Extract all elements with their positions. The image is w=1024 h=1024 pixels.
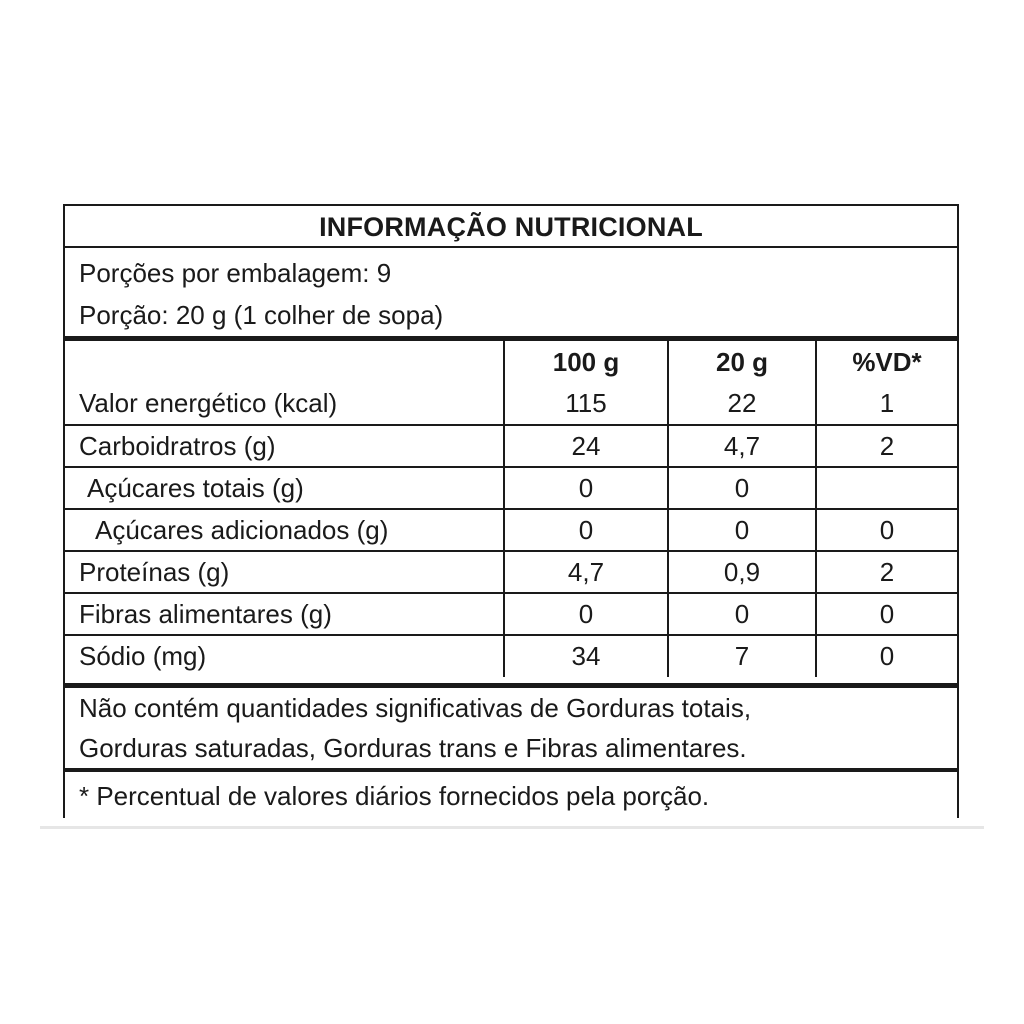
header-daily-value: %VD* xyxy=(816,341,957,383)
table-row xyxy=(65,383,957,425)
header-per-100g: 100 g xyxy=(504,341,668,383)
value-per-portion: 7 xyxy=(668,635,816,677)
thick-divider xyxy=(65,768,957,772)
table-header-row xyxy=(65,341,957,383)
value-per-portion: 0 xyxy=(668,467,816,509)
value-daily-percent: 0 xyxy=(816,635,957,677)
value-per-portion: 0 xyxy=(668,593,816,635)
table-row xyxy=(65,509,957,551)
header-blank xyxy=(65,341,504,383)
value-per-portion: 0 xyxy=(668,509,816,551)
nutrition-facts-label xyxy=(63,204,959,818)
header-per-portion: 20 g xyxy=(668,341,816,383)
value-per-100g: 115 xyxy=(504,383,668,425)
value-daily-percent: 0 xyxy=(816,509,957,551)
value-per-100g: 0 xyxy=(504,467,668,509)
table-row xyxy=(65,593,957,635)
footnote-not-significant xyxy=(79,688,751,768)
nutrient-name: Açúcares totais (g) xyxy=(65,467,504,509)
label-title: INFORMAÇÃO NUTRICIONAL xyxy=(65,206,957,248)
value-per-100g: 0 xyxy=(504,593,668,635)
table-row xyxy=(65,551,957,593)
page-edge-line xyxy=(40,826,984,829)
value-per-portion: 22 xyxy=(668,383,816,425)
value-daily-percent: 1 xyxy=(816,383,957,425)
nutrient-name: Açúcares adicionados (g) xyxy=(65,509,504,551)
value-per-portion: 4,7 xyxy=(668,425,816,467)
value-daily-percent: 2 xyxy=(816,551,957,593)
value-per-100g: 24 xyxy=(504,425,668,467)
value-per-100g: 4,7 xyxy=(504,551,668,593)
footnote-line-1: Não contém quantidades significativas de Gorduras totais, xyxy=(79,693,752,723)
table-row xyxy=(65,635,957,677)
footnote-daily-value: * Percentual de valores diários fornecidos pela porção. xyxy=(79,781,710,811)
nutrient-name: Proteínas (g) xyxy=(65,551,504,593)
table-row xyxy=(65,467,957,509)
nutrient-name: Sódio (mg) xyxy=(65,635,504,677)
value-daily-percent xyxy=(816,467,957,509)
nutrition-table xyxy=(65,341,957,677)
nutrient-name: Valor energético (kcal) xyxy=(79,388,338,418)
value-daily-percent: 2 xyxy=(816,425,957,467)
value-per-100g: 0 xyxy=(504,509,668,551)
value-per-portion: 0,9 xyxy=(668,551,816,593)
value-daily-percent: 0 xyxy=(816,593,957,635)
servings-per-package: Porções por embalagem: 9 xyxy=(79,258,392,288)
nutrient-name: Carboidratros (g) xyxy=(65,425,504,467)
portion-size: Porção: 20 g (1 colher de sopa) xyxy=(79,300,444,330)
table-row xyxy=(65,425,957,467)
value-per-100g: 34 xyxy=(504,635,668,677)
footnote-line-2: Gorduras saturadas, Gorduras trans e Fibras alimentares. xyxy=(79,733,747,763)
nutrient-name: Fibras alimentares (g) xyxy=(65,593,504,635)
